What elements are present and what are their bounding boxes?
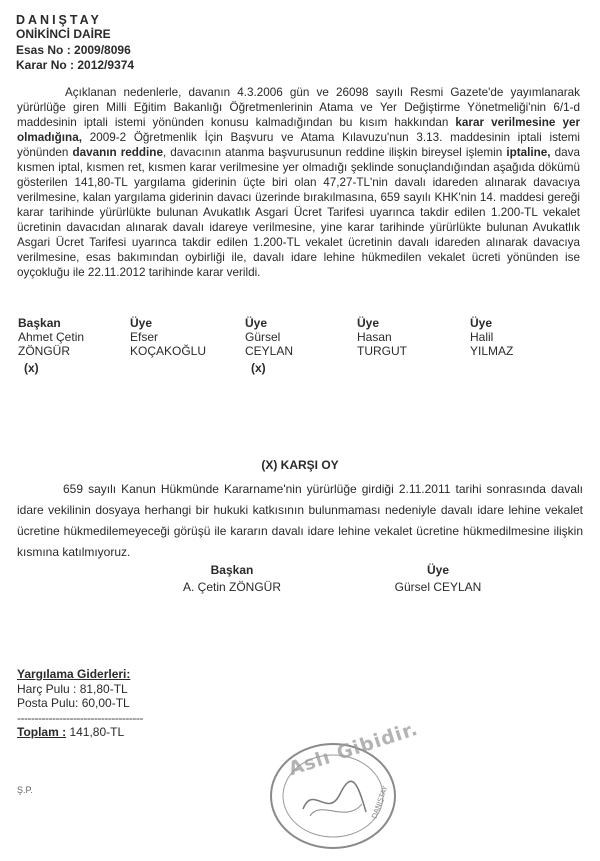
esas-value: 2009/8096 <box>74 43 131 57</box>
member-last-name: YILMAZ <box>470 344 514 358</box>
dissent-paragraph <box>17 479 583 563</box>
decision-bold-3: iptaline, <box>506 146 551 159</box>
member-first-name: Ahmet Çetin <box>18 330 85 344</box>
decision-bold-2: davanın reddine <box>72 146 163 159</box>
expense-posta: Posta Pulu: 60,00-TL <box>17 696 130 710</box>
expenses-total <box>17 725 143 740</box>
court-expenses <box>17 667 143 740</box>
member-role: Üye <box>245 316 268 330</box>
total-label: Toplam : <box>17 725 67 739</box>
expenses-separator: ------------------------------------ <box>17 710 143 725</box>
decision-bold-1: karar verilmesine yer olmadığına, <box>17 116 581 144</box>
decision-text-4: dava kısmen iptal, kısmen ret, kısmen karar verilmesine yer olmadığı şeklinde sonuçlandığından aşağıda dökümü gösterilen 141,80-TL yargılama giderinin üçte biri olan 47,27-TL'nin davalı idareden alınarak davacıya verilmesine, kalan yargılama giderinin davacı üzerinde bırakılmasına, 659 sayılı KHK'nin 14. maddesi gereği karar tarihinde yürürlükte bulunan Avukatlık Asgari Ücret Tarifesi uyarınca takdir edilen 1.200-TL vekalet ücretinin davacıdan alınarak davalı idareye verilmesine, yine karar tarihinde yürürlükte bulunan Avukatlık Asgari Ücret Tarifesi uyarınca takdir edilen 1.200-TL vekalet ücretinin davalı idareden alınarak davacıya verilmesine, esas bakımından oybirliği ile, davalı idare lehine hükmedilen vekalet ücreti yönünden ise oyçokluğu ile 22.11.2012 tarihinde karar verildi. <box>17 146 580 279</box>
member-first-name: Halil <box>470 330 494 344</box>
member-first-name: Efser <box>130 330 159 344</box>
member-last-name: TURGUT <box>357 344 407 358</box>
dissent-mark: (x) <box>251 361 266 375</box>
signer-name: A. Çetin ZÖNGÜR <box>182 580 281 594</box>
seal-text: DANIŞTAY <box>370 784 390 820</box>
member-role: Üye <box>357 316 380 330</box>
court-name: DANIŞTAY <box>16 13 102 27</box>
member-last-name: KOÇAKOĞLU <box>130 344 207 358</box>
esas-number <box>16 43 131 57</box>
decision-text-1: Açıklanan nedenlerle, davanın 4.3.2006 gün ve 26098 sayılı Resmi Gazete'de yayımlanarak yürürlüğe giren Milli Eğitim Bakanlığı Öğretmenlerinin Atama ve Yer Değiştirme Yönetmeliği'nin 6/1-d maddesinin iptali istemi yönünden konusu kalmadığından bu kısım hakkından <box>17 86 580 129</box>
member-chairman <box>18 316 128 375</box>
member-role: Başkan <box>18 316 61 330</box>
member-role: Üye <box>130 316 153 330</box>
member-last-name: CEYLAN <box>245 344 294 358</box>
dissent-mark: (x) <box>24 361 39 375</box>
decision-paragraph <box>17 85 580 280</box>
member-3 <box>245 316 355 375</box>
dissent-title: (X) KARŞI OY <box>261 458 339 472</box>
decision-text-2: 2009-2 Öğretmenlik İçin Başvuru ve Atama Kılavuzu'nun 3.13. maddesinin iptali istemi yönünden <box>17 131 580 159</box>
signer-role: Üye <box>426 563 449 577</box>
karar-value: 2012/9374 <box>77 58 135 72</box>
member-5 <box>470 316 580 358</box>
total-value: 141,80-TL <box>66 725 125 739</box>
clerk-initials: Ş.P. <box>17 785 33 795</box>
dissent-signer-chairman <box>172 562 292 596</box>
decision-text-3: , davacının atanma başvurusunun reddine ilişkin bireysel işlemin <box>162 146 507 159</box>
karar-number <box>16 58 134 72</box>
member-4 <box>357 316 467 358</box>
certified-copy-stamp: Aslı Gibidir. <box>285 717 421 781</box>
expense-harc: Harç Pulu : 81,80-TL <box>17 681 128 696</box>
member-2 <box>130 316 240 358</box>
dissent-text: 659 sayılı Kanun Hükmünde Kararname'nin yürürlüğe girdiği 2.11.2011 tarihi sonrasında davalı idare vekilinin dosyaya herhangi bir hukuki katkısının bulunmaması nedeniyle davalı idare lehine vekalet ücretine hükmedilemeyeceği görüşü ile kararın davalı idare lehine vekalet ücretine hükmedilmesine ilişkin kısmına katılmıyoruz. <box>17 482 583 559</box>
member-first-name: Hasan <box>357 330 392 344</box>
signer-role: Başkan <box>210 563 254 577</box>
member-last-name: ZÖNGÜR <box>18 344 70 358</box>
department-name: ONİKİNCİ DAİRE <box>16 27 111 41</box>
dissent-signer-member <box>378 562 498 596</box>
esas-label: Esas No : <box>16 43 71 57</box>
member-role: Üye <box>470 316 493 330</box>
expenses-title: Yargılama Giderleri: <box>17 667 131 681</box>
signer-name: Gürsel CEYLAN <box>394 580 482 594</box>
karar-label: Karar No : <box>16 58 75 72</box>
member-first-name: Gürsel <box>245 330 281 344</box>
